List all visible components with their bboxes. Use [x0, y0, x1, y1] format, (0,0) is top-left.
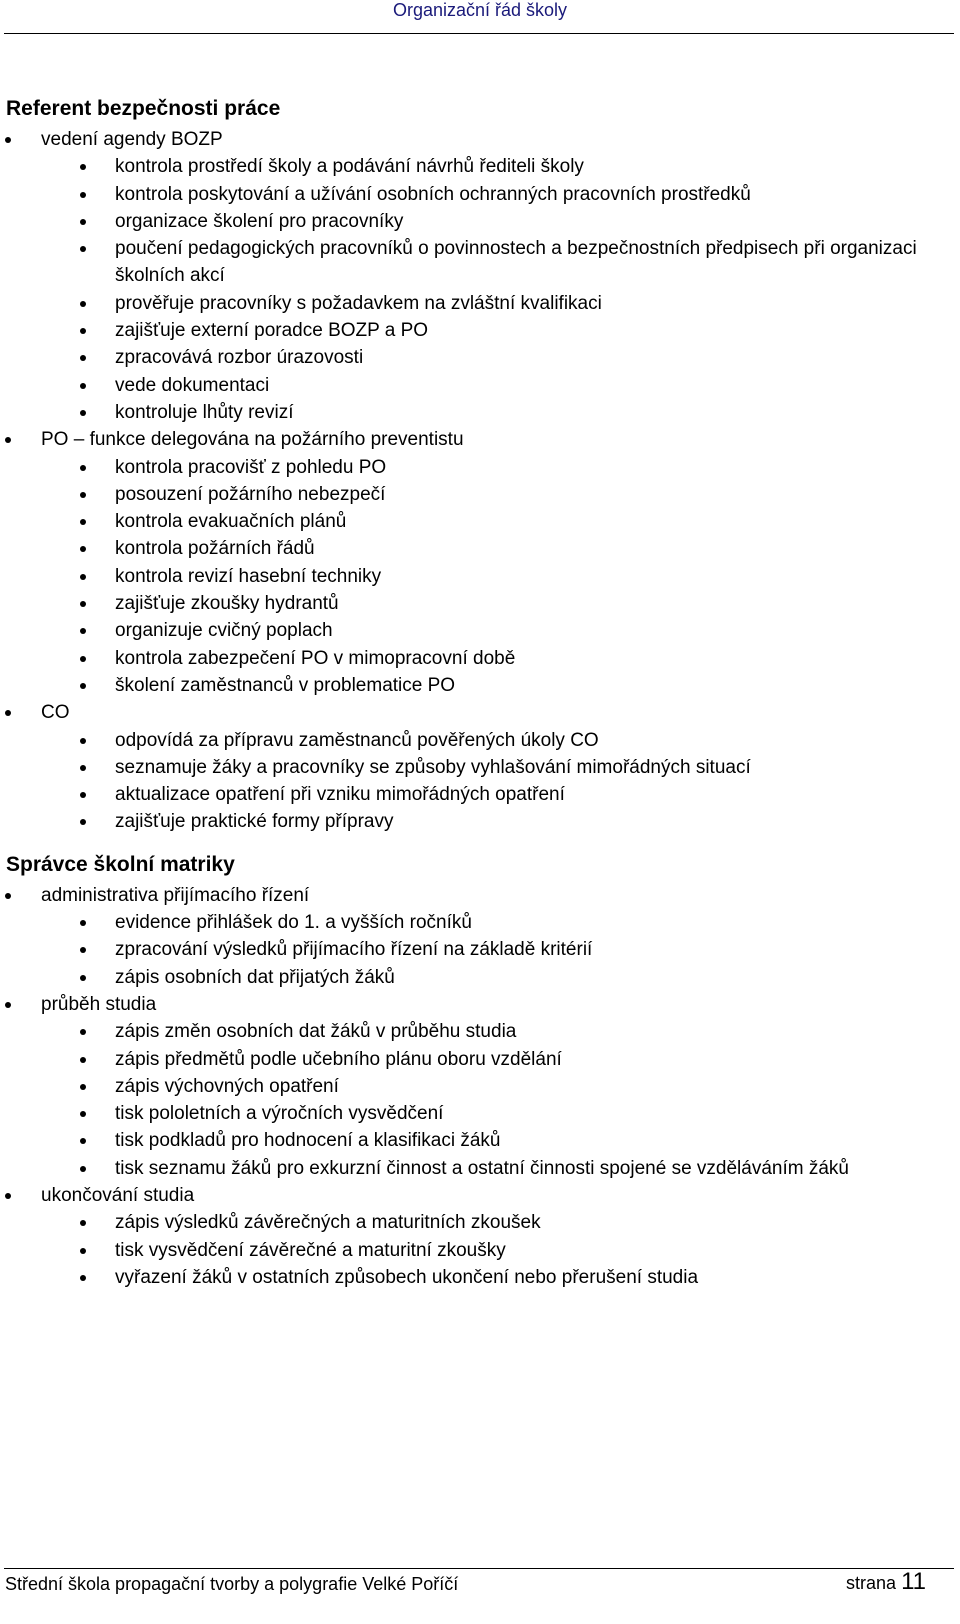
sub-list-item: [0, 1046, 960, 1073]
section-heading: Referent bezpečnosti práce: [6, 97, 281, 120]
bullet-icon: [80, 628, 86, 634]
sub-list-item-text: poučení pedagogických pracovníků o povinnostech a bezpečnostních předpisech při organizaci školních akcí: [115, 238, 917, 287]
bullet-icon: [80, 920, 86, 926]
sub-list-item-text: kontrola prostředí školy a podávání návrhů řediteli školy: [115, 156, 584, 178]
sub-list-item: [0, 909, 960, 936]
sub-list-item-text: tisk seznamu žáků pro exkurzní činnost a ostatní činnosti spojené se vzděláváním žáků: [115, 1157, 849, 1179]
sub-list-item: [0, 290, 960, 317]
footer-page-indicator: [846, 1568, 926, 1597]
sub-list-item-text: zpracování výsledků přijímacího řízení na základě kritérií: [115, 939, 593, 961]
sub-list-item-text: zápis výchovných opatření: [115, 1075, 339, 1097]
bullet-icon: [80, 546, 86, 552]
bullet-icon: [5, 893, 11, 899]
footer-school-name: Střední škola propagační tvorby a polygrafie Velké Poříčí: [5, 1574, 459, 1594]
sub-list-item: [0, 1100, 960, 1127]
document-body: [0, 92, 960, 1303]
sub-list-item: [0, 754, 960, 781]
sub-list-item: [0, 617, 960, 644]
sub-list-item: [0, 1264, 960, 1291]
header-divider: [4, 33, 954, 34]
sub-bullet-list: [0, 1018, 960, 1182]
bullet-icon: [80, 574, 86, 580]
list-item: [0, 126, 960, 153]
sub-list-item: [0, 1073, 960, 1100]
sub-list-item: [0, 727, 960, 754]
sub-bullet-list: [0, 727, 960, 836]
sub-list-item-text: prověřuje pracovníky s požadavkem na zvláštní kvalifikaci: [115, 292, 602, 314]
sub-list-item: [0, 344, 960, 371]
sub-list-item-text: tisk vysvědčení závěrečné a maturitní zkoušky: [115, 1239, 506, 1261]
bullet-list: [0, 882, 960, 1291]
list-item: [0, 991, 960, 1018]
sub-list-item: [0, 1237, 960, 1264]
sub-list-item: [0, 535, 960, 562]
sub-list-item-text: zajišťuje praktické formy přípravy: [115, 811, 394, 833]
sub-list-item-text: evidence přihlášek do 1. a vyšších ročníků: [115, 912, 472, 934]
list-item-text: administrativa přijímacího řízení: [41, 884, 310, 906]
sub-list-item: [0, 1127, 960, 1154]
bullet-icon: [80, 519, 86, 525]
sub-list-item: [0, 1018, 960, 1045]
sub-list-item: [0, 936, 960, 963]
bullet-icon: [80, 975, 86, 981]
sub-list-item-text: vyřazení žáků v ostatních způsobech ukončení nebo přerušení studia: [115, 1266, 699, 1288]
sub-list-item-text: odpovídá za přípravu zaměstnanců pověřených úkoly CO: [115, 729, 599, 751]
sub-list-item-text: zápis výsledků závěrečných a maturitních zkoušek: [115, 1212, 541, 1234]
sub-list-item-text: kontrola poskytování a užívání osobních ochranných pracovních prostředků: [115, 183, 751, 205]
sub-list-item: [0, 672, 960, 699]
bullet-icon: [80, 1029, 86, 1035]
bullet-icon: [80, 819, 86, 825]
sub-list-item: [0, 964, 960, 991]
sub-list-item-text: kontrola revizí hasební techniky: [115, 565, 382, 587]
sub-list-item: [0, 645, 960, 672]
sub-list-item-text: organizace školení pro pracovníky: [115, 210, 404, 232]
bullet-list: [0, 126, 960, 836]
bullet-icon: [80, 765, 86, 771]
bullet-icon: [80, 738, 86, 744]
sub-list-item-text: kontrola evakuačních plánů: [115, 511, 347, 533]
list-item: [0, 882, 960, 909]
bullet-icon: [80, 1220, 86, 1226]
bullet-icon: [80, 601, 86, 607]
bullet-icon: [80, 465, 86, 471]
bullet-icon: [80, 164, 86, 170]
list-item: [0, 1182, 960, 1209]
sub-list-item-text: aktualizace opatření při vzniku mimořádných opatření: [115, 784, 565, 806]
bullet-icon: [80, 1084, 86, 1090]
bullet-icon: [5, 710, 11, 716]
bullet-icon: [80, 492, 86, 498]
sub-list-item: [0, 153, 960, 180]
sub-list-item: [0, 781, 960, 808]
list-item-text: ukončování studia: [41, 1184, 195, 1206]
bullet-icon: [80, 192, 86, 198]
sub-list-item-text: posouzení požárního nebezpečí: [115, 483, 386, 505]
section: [0, 92, 960, 836]
sub-list-item-text: zápis změn osobních dat žáků v průběhu studia: [115, 1021, 517, 1043]
sub-list-item-text: seznamuje žáky a pracovníky se způsoby vyhlašování mimořádných situací: [115, 756, 751, 778]
bullet-icon: [80, 656, 86, 662]
sub-list-item-text: vede dokumentaci: [115, 374, 270, 396]
sub-list-item-text: organizuje cvičný poplach: [115, 620, 333, 642]
page-label: strana: [846, 1573, 897, 1593]
section-heading: Správce školní matriky: [6, 852, 235, 876]
sub-list-item-text: zápis osobních dat přijatých žáků: [115, 966, 395, 988]
sub-list-item-text: zápis předmětů podle učebního plánu oboru vzdělání: [115, 1048, 562, 1070]
bullet-icon: [80, 246, 86, 252]
bullet-icon: [80, 1166, 86, 1172]
bullet-icon: [80, 792, 86, 798]
bullet-icon: [5, 1193, 11, 1199]
sub-list-item-text: zpracovává rozbor úrazovosti: [115, 347, 364, 369]
sub-list-item: [0, 1209, 960, 1236]
sub-list-item: [0, 563, 960, 590]
bullet-icon: [80, 1057, 86, 1063]
bullet-icon: [80, 301, 86, 307]
sub-list-item: [0, 508, 960, 535]
bullet-icon: [5, 1002, 11, 1008]
bullet-icon: [80, 383, 86, 389]
sub-list-item-text: kontroluje lhůty revizí: [115, 401, 294, 423]
sub-list-item: [0, 590, 960, 617]
bullet-icon: [80, 1138, 86, 1144]
sub-list-item: [0, 399, 960, 426]
bullet-icon: [80, 947, 86, 953]
bullet-icon: [80, 355, 86, 361]
sub-list-item: [0, 317, 960, 344]
bullet-icon: [80, 410, 86, 416]
sub-list-item: [0, 454, 960, 481]
sub-list-item-text: kontrola zabezpečení PO v mimopracovní době: [115, 647, 516, 669]
page-number: 11: [901, 1568, 926, 1595]
footer-divider: [4, 1568, 954, 1569]
page-header-title: Organizační řád školy: [392, 0, 568, 20]
bullet-icon: [80, 1248, 86, 1254]
sub-list-item: [0, 208, 960, 235]
sub-list-item-text: zajišťuje externí poradce BOZP a PO: [115, 320, 429, 342]
sub-list-item: [0, 181, 960, 208]
list-item-text: průběh studia: [41, 993, 157, 1015]
bullet-icon: [80, 1111, 86, 1117]
sub-list-item: [0, 235, 960, 290]
sub-list-item: [0, 481, 960, 508]
sub-list-item-text: kontrola požárních řádů: [115, 538, 315, 560]
sub-bullet-list: [0, 454, 960, 700]
sub-bullet-list: [0, 153, 960, 426]
list-item: [0, 699, 960, 726]
sub-bullet-list: [0, 909, 960, 991]
bullet-icon: [80, 328, 86, 334]
list-item-text: CO: [41, 702, 70, 724]
sub-list-item-text: kontrola pracovišť z pohledu PO: [115, 456, 387, 478]
bullet-icon: [80, 1275, 86, 1281]
sub-list-item-text: tisk pololetních a výročních vysvědčení: [115, 1103, 444, 1125]
sub-list-item-text: zajišťuje zkoušky hydrantů: [115, 593, 339, 615]
section: [0, 848, 960, 1291]
bullet-icon: [80, 219, 86, 225]
bullet-icon: [5, 437, 11, 443]
sub-list-item-text: tisk podkladů pro hodnocení a klasifikaci žáků: [115, 1130, 501, 1152]
sub-list-item: [0, 1155, 960, 1182]
sub-list-item-text: školení zaměstnanců v problematice PO: [115, 674, 456, 696]
list-item: [0, 426, 960, 453]
sub-list-item: [0, 808, 960, 835]
list-item-text: vedení agendy BOZP: [41, 129, 223, 150]
bullet-icon: [80, 683, 86, 689]
sub-list-item: [0, 372, 960, 399]
bullet-icon: [5, 137, 11, 143]
list-item-text: PO – funkce delegována na požárního preventistu: [41, 429, 464, 451]
sub-bullet-list: [0, 1209, 960, 1291]
